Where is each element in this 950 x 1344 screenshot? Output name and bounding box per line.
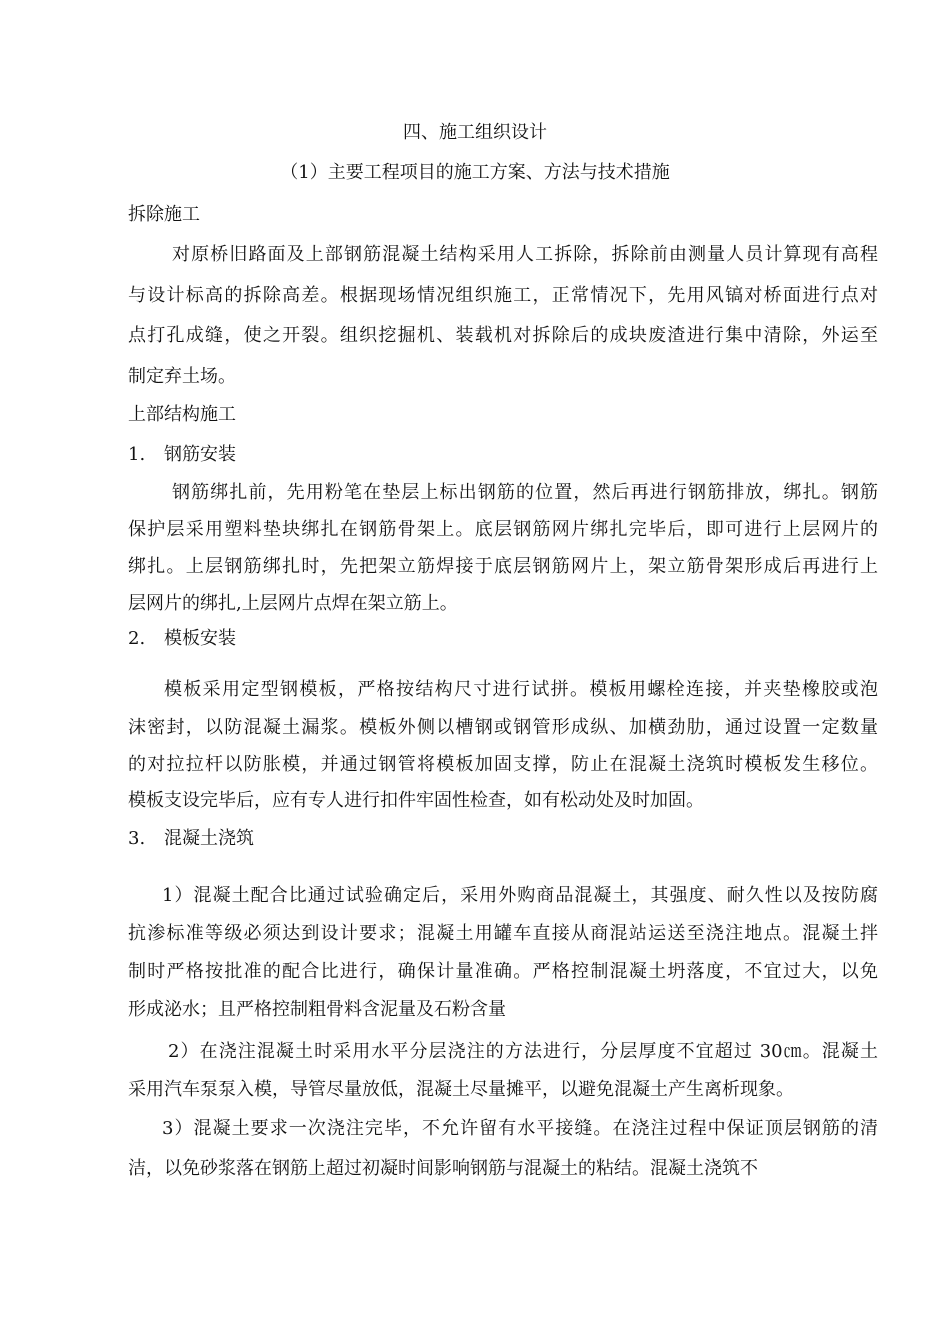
item-number: 1.: [128, 444, 146, 465]
paragraph-line: 与设计标高的拆除高差。根据现场情况组织施工，正常情况下，先用风镐对桥面进行点对: [128, 285, 878, 306]
paragraph-line: 形成泌水；且严格控制粗骨料含泥量及石粉含量: [128, 999, 506, 1020]
paragraph-line: 2）在浇注混凝土时采用水平分层浇注的方法进行，分层厚度不宜超过 30㎝。混凝土: [168, 1041, 878, 1062]
paragraph-line: 保护层采用塑料垫块绑扎在钢筋骨架上。底层钢筋网片绑扎完毕后，即可进行上层网片的: [128, 519, 878, 540]
paragraph-line: 模板支设完毕后，应有专人进行扣件牢固性检查，如有松动处及时加固。: [128, 790, 704, 811]
item-title: 模板安装: [164, 628, 236, 649]
item-number: 2.: [128, 628, 146, 649]
page-title: 四、施工组织设计: [403, 122, 547, 143]
item-title: 钢筋安装: [164, 444, 236, 465]
section-subtitle: （1）主要工程项目的施工方案、方法与技术措施: [280, 162, 670, 183]
paragraph-line: 对原桥旧路面及上部钢筋混凝土结构采用人工拆除，拆除前由测量人员计算现有高程: [172, 244, 878, 265]
paragraph-line: 的对拉拉杆以防胀模，并通过钢管将模板加固支撑，防止在混凝土浇筑时模板发生移位。: [128, 754, 878, 775]
item-title: 混凝土浇筑: [164, 828, 254, 849]
demolition-heading: 拆除施工: [128, 204, 200, 225]
concrete-heading: [128, 827, 888, 851]
paragraph-line: 沫密封，以防混凝土漏浆。模板外侧以槽钢或钢管形成纵、加横劲肋，通过设置一定数量: [128, 717, 878, 738]
paragraph-line: 层网片的绑扎,上层网片点焊在架立筋上。: [128, 593, 458, 614]
paragraph-line: 采用汽车泵泵入模，导管尽量放低，混凝土尽量摊平，以避免混凝土产生离析现象。: [128, 1079, 794, 1100]
paragraph-line: 1）混凝土配合比通过试验确定后，采用外购商品混凝土，其强度、耐久性以及按防腐: [162, 885, 878, 906]
paragraph-line: 绑扎。上层钢筋绑扎时，先把架立筋焊接于底层钢筋网片上，架立筋骨架形成后再进行上: [128, 556, 878, 577]
superstructure-heading: 上部结构施工: [128, 404, 236, 425]
paragraph-line: 3）混凝土要求一次浇注完毕，不允许留有水平接缝。在浇注过程中保证顶层钢筋的清: [162, 1118, 878, 1139]
paragraph-line: 洁，以免砂浆落在钢筋上超过初凝时间影响钢筋与混凝土的粘结。混凝土浇筑不: [128, 1158, 758, 1179]
paragraph-line: 钢筋绑扎前，先用粉笔在垫层上标出钢筋的位置，然后再进行钢筋排放，绑扎。钢筋: [172, 482, 878, 503]
rebar-heading: [128, 443, 888, 467]
formwork-heading: [128, 627, 888, 651]
paragraph-line: 制定弃土场。: [128, 366, 236, 387]
paragraph-line: 制时严格按批准的配合比进行，确保计量准确。严格控制混凝土坍落度，不宜过大，以免: [128, 961, 878, 982]
item-number: 3.: [128, 828, 146, 849]
paragraph-line: 抗渗标准等级必须达到设计要求；混凝土用罐车直接从商混站运送至浇注地点。混凝土拌: [128, 923, 878, 944]
paragraph-line: 模板采用定型钢模板，严格按结构尺寸进行试拼。模板用螺栓连接，并夹垫橡胶或泡: [164, 679, 878, 700]
paragraph-line: 点打孔成缝，使之开裂。组织挖掘机、装载机对拆除后的成块废渣进行集中清除，外运至: [128, 325, 878, 346]
